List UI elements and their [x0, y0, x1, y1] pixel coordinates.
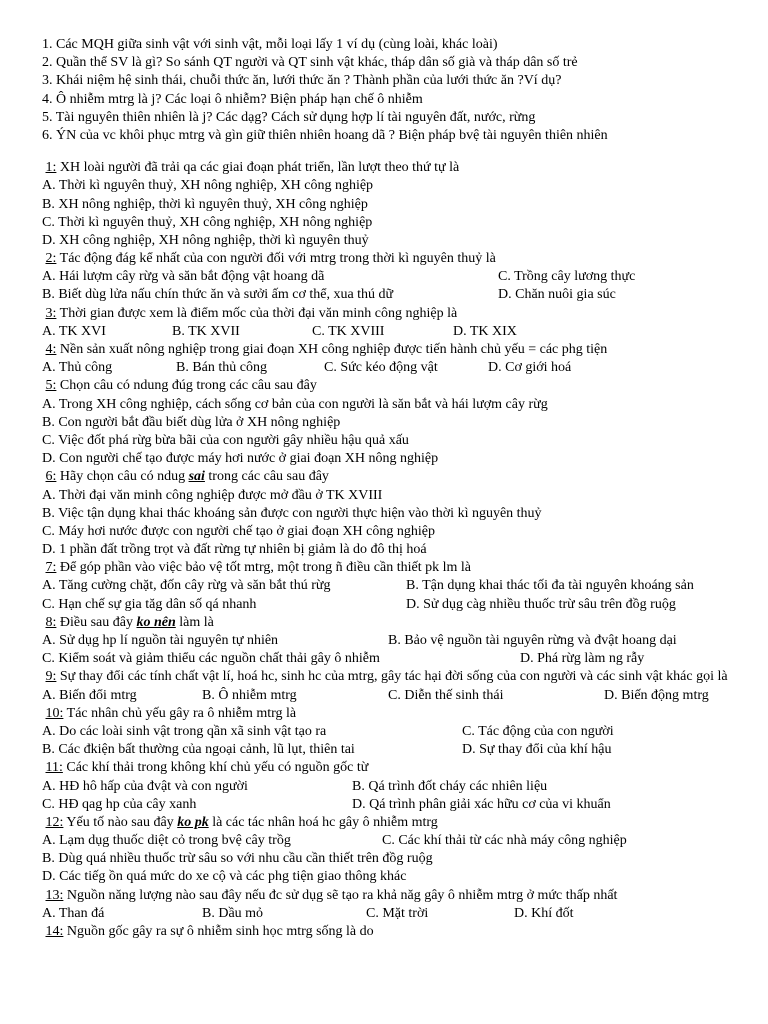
answer-option: A. Thời đại văn minh công nghiệp được mở đầu ở TK XVIII: [42, 487, 383, 503]
question-number: 12:: [45, 814, 64, 830]
answer-option: B. Biết dùg lửa nấu chín thức ăn và sưởi ấm cơ thể, xua thú dữ: [42, 287, 394, 303]
answer-option: D. 1 phần đất trồng trọt và đất rừng tự nhiên bị giảm là do đô thị hoá: [42, 542, 427, 558]
topic-item: 3. Khái niệm hệ sinh thái, chuỗi thức ăn, lưới thức ăn ? Thành phần của lưới thức ăn ?Ví dụ?: [42, 73, 562, 89]
answer-option: C. Thời kì nguyên thuỷ, XH công nghiệp, XH nông nghiệp: [42, 214, 373, 230]
question-text: Chọn câu có ndung đúg trong các câu sau đây: [56, 378, 317, 394]
answer-option: D. TK XIX: [453, 323, 517, 339]
answer-row: [42, 905, 742, 923]
question-3: [42, 305, 742, 323]
question-text: Thời gian được xem là điểm mốc của thời đại văn minh công nghiệp là: [56, 305, 458, 321]
answer-row: [42, 778, 742, 796]
answer-option: C. Mặt trời: [366, 905, 429, 921]
answer-option: C. Diễn thế sinh thái: [388, 687, 504, 703]
answer-option: B. Việc tận dụng khai thác khoáng sản được con người thực hiện vào thời kì nguyên thuỷ: [42, 505, 542, 521]
answer-option: B. Các đkiện bất thường của ngoại cảnh, lũ lụt, thiên tai: [42, 742, 355, 758]
question-text: trong các câu sau đây: [204, 469, 329, 485]
answer-option: D. Sự thay đổi của khí hậu: [462, 742, 612, 758]
question-text: Nguồn gốc gây ra sự ô nhiễm sinh học mtrg sống là do: [63, 924, 374, 940]
answer-option: A. Sử dụg hp lí nguồn tài nguyên tự nhiên: [42, 633, 279, 648]
answer-option: C. Kiểm soát và giảm thiểu các nguồn chất thải gây ô nhiễm: [42, 651, 380, 667]
question-10: [42, 705, 742, 723]
question-text: XH loài người đã trải qa các giai đoạn phát triển, lần lượt theo thứ tự là: [56, 160, 460, 176]
question-number: 14:: [45, 924, 64, 940]
answer-option: A. Than đá: [42, 905, 105, 921]
question-text: là các tác nhân hoá hc gây ô nhiễm mtrg: [208, 814, 438, 830]
emphasis-word: sai: [188, 469, 205, 485]
answer-option: B. Tận dụng khai thác tối đa tài nguyên khoáng sản: [406, 578, 694, 594]
question-number: 3:: [45, 305, 57, 321]
answer-row: [42, 723, 742, 741]
answer-option: C. Trồng cây lương thực: [498, 269, 636, 285]
answer-option: B. TK XVII: [172, 323, 240, 339]
question-text: Tác động đág kể nhất của con người đối với mtrg trong thời kì nguyên thuỷ là: [56, 251, 496, 267]
question-text: Nguồn năng lượng nào sau đây nếu đc sử dụg sẽ tạo ra khả năg gây ô nhiễm mtrg ở mức thấp nhất: [63, 887, 618, 903]
answer-option: B. Bảo vệ nguồn tài nguyên rừng và đvật hoang dại: [388, 633, 677, 648]
question-13: [42, 887, 742, 905]
question-number: 5:: [45, 378, 57, 394]
question-1: [42, 159, 742, 177]
answer-row: [42, 687, 742, 705]
topic-item: 5. Tài nguyên thiên nhiên là j? Các dạg? Cách sử dụng hợp lí tài nguyên đất, nước, rừng: [42, 109, 536, 125]
answer-row: [42, 832, 742, 850]
answer-option: B. Ô nhiễm mtrg: [202, 687, 297, 703]
answer-row: [42, 286, 742, 304]
answer-option: A. Trong XH công nghiệp, cách sống cơ bản của con người là săn bắt và hái lượm cây rừg: [42, 396, 548, 412]
answer-row: [42, 268, 742, 286]
question-text: Hãy chọn câu có ndug: [56, 469, 189, 485]
answer-row: [42, 632, 742, 650]
topic-list: [42, 36, 742, 145]
question-number: 13:: [45, 887, 64, 903]
question-text: Điều sau đây: [56, 614, 137, 630]
question-number: 9:: [45, 669, 57, 685]
question-text: Tác nhân chủ yếu gây ra ô nhiễm mtrg là: [63, 705, 297, 721]
answer-option: A. Thời kì nguyên thuỷ, XH nông nghiệp, XH công nghiệp: [42, 178, 374, 194]
answer-row: [42, 741, 742, 759]
answer-row: [42, 359, 742, 377]
answer-option: A. Hái lượm cây rừg và săn bắt động vật hoang dã: [42, 269, 325, 285]
topic-item: 2. Quần thể SV là gì? So sánh QT người và QT sinh vật khác, tháp dân số già và tháp dân số trẻ: [42, 55, 578, 71]
answer-option: A. Tăng cường chặt, đốn cây rừg và săn bắt thú rừg: [42, 578, 331, 594]
topic-item: 1. Các MQH giữa sinh vật với sinh vật, mỗi loại lấy 1 ví dụ (cùng loài, khác loài): [42, 37, 498, 52]
answer-option: D. Các tiếg ồn quá mức do xe cộ và các phg tiện giao thông khác: [42, 869, 407, 885]
answer-option: B. Dùg quá nhiều thuốc trừ sâu so với nhu cầu cần thiết trên đồg ruộg: [42, 851, 433, 867]
document-page: [42, 36, 742, 941]
question-4: [42, 341, 742, 359]
answer-option: A. Biến đổi mtrg: [42, 687, 137, 703]
answer-option: D. Phá rừg làm ng rẫy: [520, 651, 645, 667]
answer-option: C. Máy hơi nước được con người chế tạo ở giai đoạn XH công nghiệp: [42, 523, 435, 539]
question-number: 10:: [45, 705, 64, 721]
answer-option: C. HĐ qag hp của cây xanh: [42, 796, 197, 812]
question-number: 11:: [45, 760, 63, 776]
answer-option: A. TK XVI: [42, 323, 106, 339]
answer-option: B. XH nông nghiệp, thời kì nguyên thuỷ, XH công nghiệp: [42, 196, 368, 212]
question-9: [42, 668, 742, 686]
answer-option: D. Khí đốt: [514, 905, 574, 921]
question-text: làm là: [175, 614, 214, 630]
answer-option: D. XH công nghiệp, XH nông nghiệp, thời kì nguyên thuỷ: [42, 232, 369, 248]
answer-option: A. HĐ hô hấp của đvật và con người: [42, 778, 248, 794]
answer-option: C. Hạn chế sự gia tăg dân số qá nhanh: [42, 596, 257, 612]
answer-option: D. Con người chế tạo được máy hơi nước ở giai đoạn XH nông nghiệp: [42, 451, 439, 467]
answer-option: C. Các khí thải từ các nhà máy công nghiệp: [382, 833, 627, 849]
answer-option: C. Việc đốt phá rừg bừa bãi của con người gây nhiều hậu quả xấu: [42, 432, 409, 448]
emphasis-word: ko nên: [136, 614, 176, 630]
answer-option: B. Bán thủ công: [176, 360, 267, 376]
question-text: Sự thay đổi các tính chất vật lí, hoá hc, sinh hc của mtrg, gây tác hại đời sống của con người và các sinh vật khác gọi là: [56, 669, 728, 685]
question-number: 6:: [45, 469, 57, 485]
question-number: 2:: [45, 251, 57, 267]
question-6: [42, 468, 742, 486]
answer-option: D. Chăn nuôi gia súc: [498, 287, 616, 303]
answer-option: A. Thủ công: [42, 360, 113, 376]
answer-option: C. Tác động của con người: [462, 723, 614, 739]
answer-row: [42, 323, 742, 341]
answer-option: A. Lạm dụg thuốc diệt cỏ trong bvệ cây trồg: [42, 833, 291, 849]
question-5: [42, 377, 742, 395]
answer-option: D. Sử dụg càg nhiều thuốc trừ sâu trên đồg ruộg: [406, 596, 676, 612]
question-number: 8:: [45, 614, 57, 630]
question-12: [42, 814, 742, 832]
answer-option: C. TK XVIII: [312, 323, 385, 339]
question-7: [42, 559, 742, 577]
question-text: Các khí thải trong không khí chủ yếu có nguồn gốc từ: [62, 760, 369, 776]
answer-option: A. Do các loài sinh vật trong qần xã sinh vật tạo ra: [42, 723, 327, 739]
question-number: 7:: [45, 560, 57, 576]
answer-row: [42, 577, 742, 595]
topic-item: 4. Ô nhiễm mtrg là j? Các loại ô nhiễm? Biện pháp hạn chế ô nhiễm: [42, 91, 423, 107]
question-2: [42, 250, 742, 268]
topic-item: 6. ÝN của vc khôi phục mtrg và gìn giữ thiên nhiên hoang dã ? Biện pháp bvệ tài nguyên thiên nhiên: [42, 127, 608, 143]
answer-option: D. Cơ giới hoá: [488, 360, 572, 376]
question-text: Yếu tố nào sau đây: [63, 814, 178, 830]
answer-row: [42, 796, 742, 814]
answer-option: D. Qá trình phân giải xác hữu cơ của vi khuẩn: [352, 796, 611, 812]
answer-row: [42, 596, 742, 614]
question-11: [42, 759, 742, 777]
question-text: Để góp phần vào việc bảo vệ tốt mtrg, một trong ñ điều cần thiết pk lm là: [56, 560, 471, 576]
answer-option: D. Biến động mtrg: [604, 687, 709, 703]
answer-row: [42, 650, 742, 668]
answer-option: B. Con người bắt đầu biết dùg lửa ở XH nông nghiệp: [42, 414, 341, 430]
question-number: 1:: [45, 160, 57, 176]
answer-option: B. Qá trình đốt cháy các nhiên liệu: [352, 778, 548, 794]
answer-option: C. Sức kéo động vật: [324, 360, 438, 376]
question-number: 4:: [45, 342, 57, 357]
question-14: [42, 923, 742, 941]
emphasis-word: ko pk: [177, 814, 209, 830]
answer-option: B. Dầu mỏ: [202, 905, 264, 921]
question-8: [42, 614, 742, 632]
question-text: Nền sản xuất nông nghiệp trong giai đoạn XH công nghiệp được tiến hành chủ yếu = các phg tiện: [56, 342, 608, 357]
